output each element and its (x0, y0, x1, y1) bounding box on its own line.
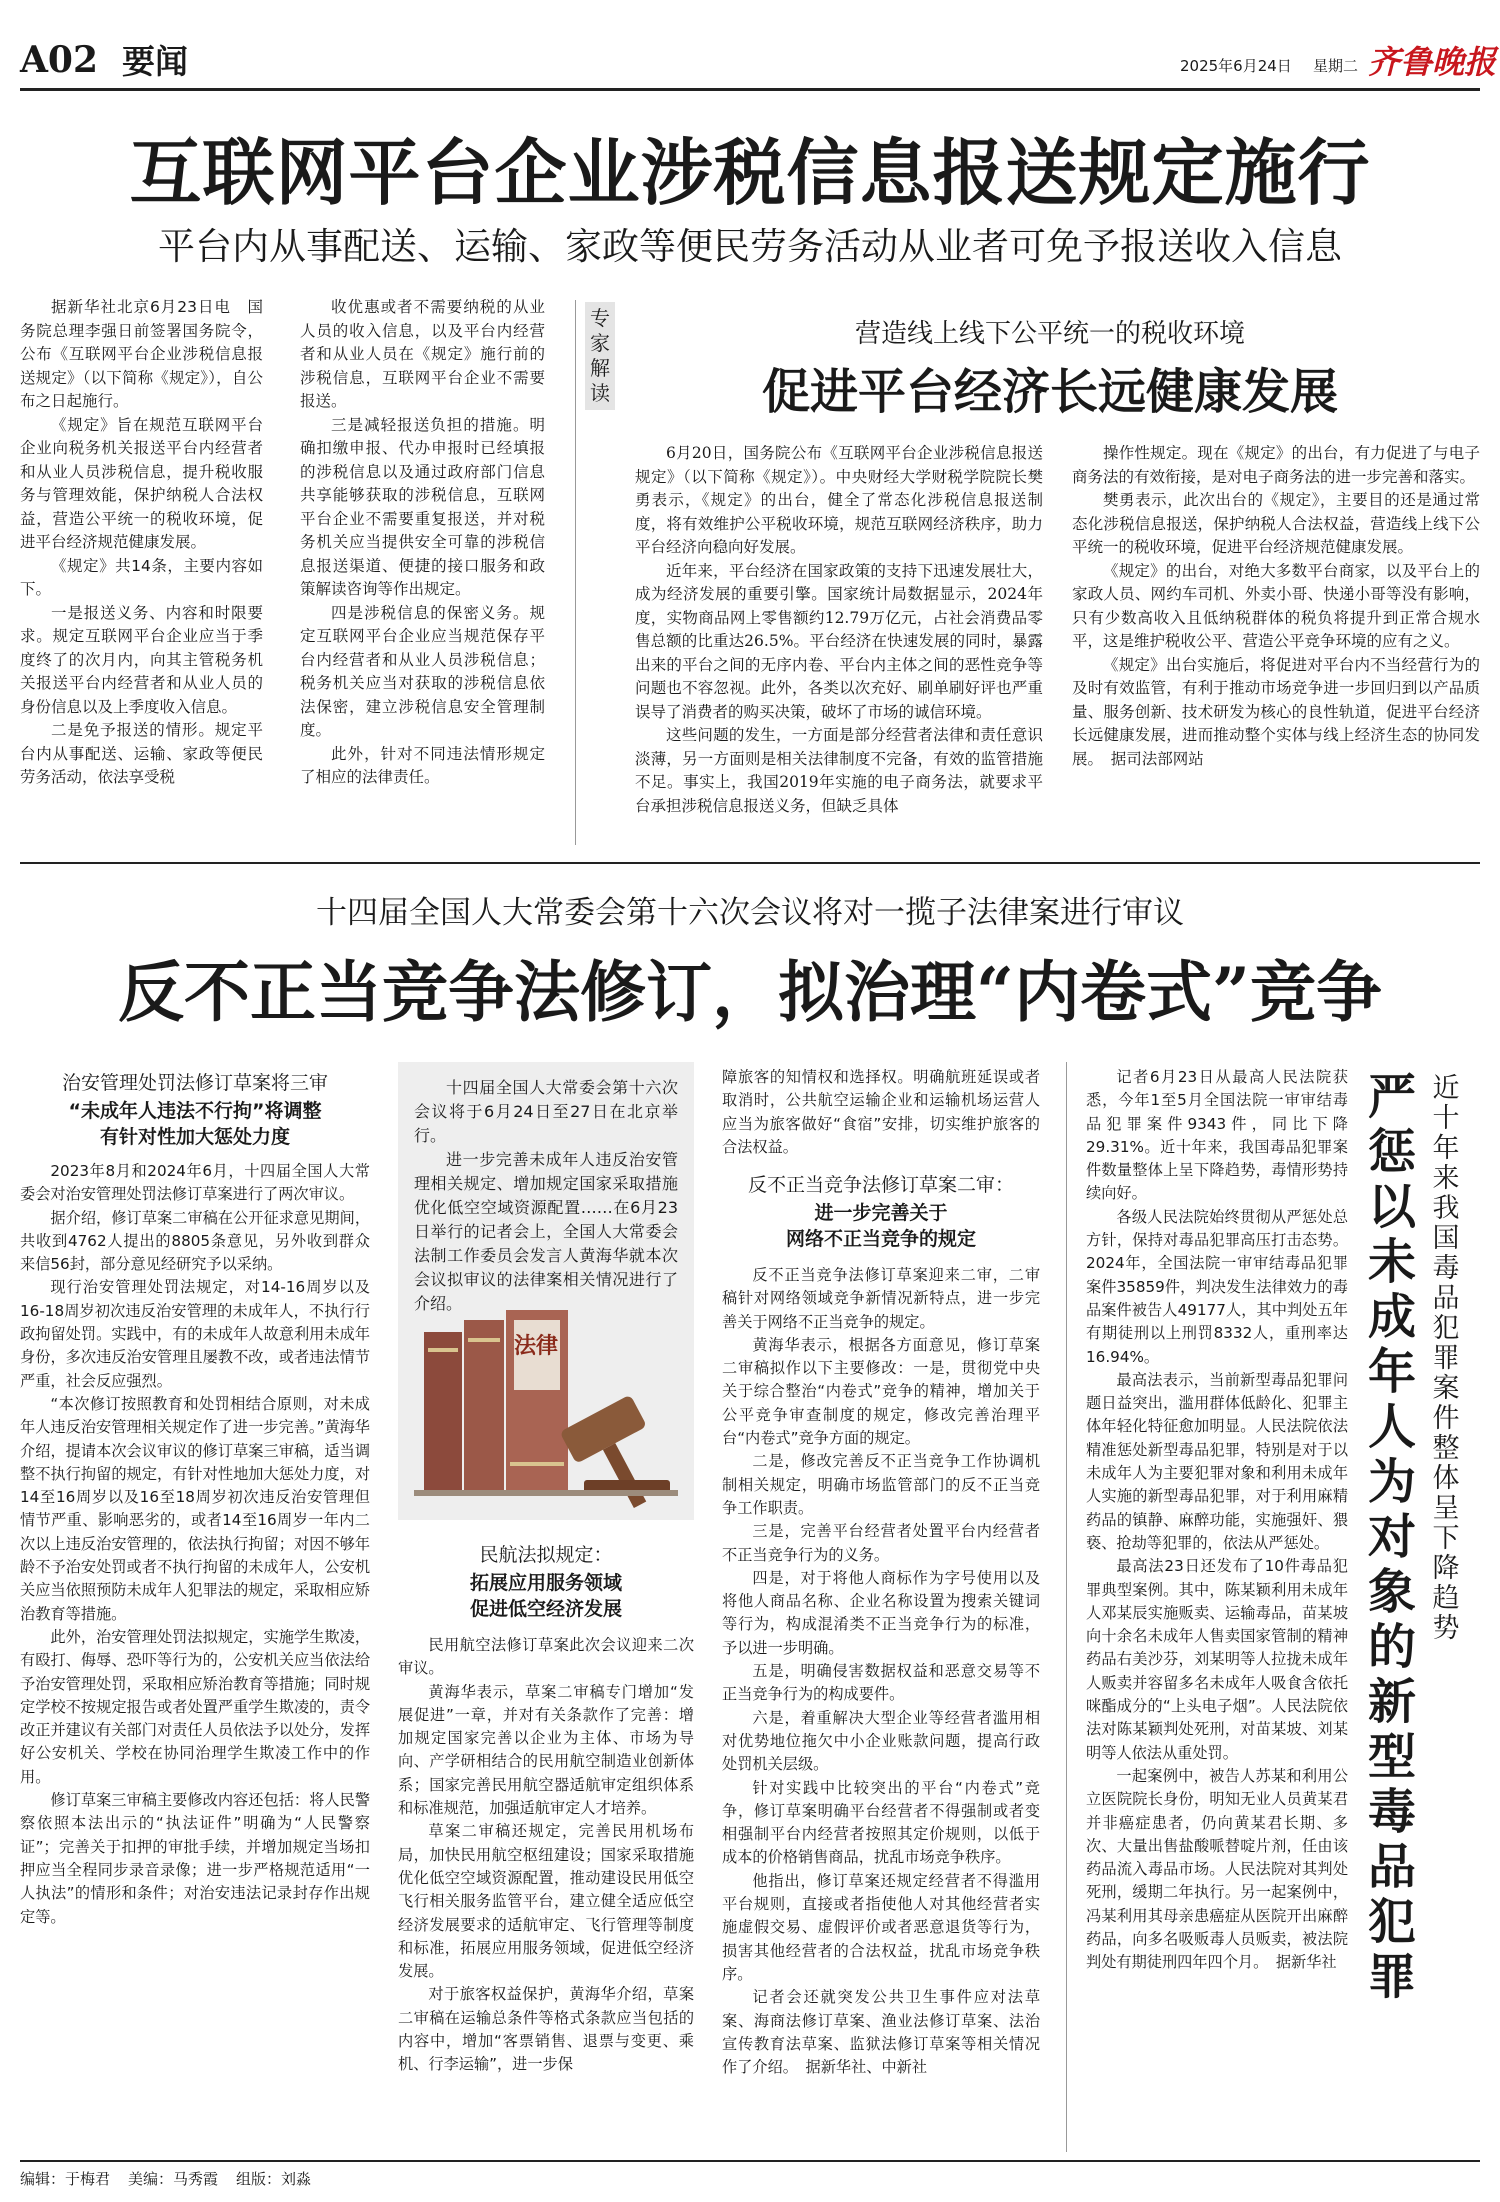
header-rule (20, 88, 1480, 91)
paper-logo: 齐鲁晚报 (1368, 43, 1497, 81)
intro-box (398, 1062, 694, 1520)
story2-kicker: 十四届全国人大常委会第十六次会议将对一揽子法律案进行审议 (316, 895, 1184, 931)
security-law-title-1: “未成年人违法不行拘”将调整 (68, 1100, 322, 1122)
paragraph: 近年来，平台经济在国家政策的支持下迅速发展壮大，成为经济发展的重要引擎。国家统计局数据显示，2024年度，实物商品网上零售额约12.79万亿元，占社会消费品零售总额的比重达26.5%。平台经济在快速发展的同时，暴露出来的平台之间的无序内卷、平台内主体之间的恶性竞争等问题也不容忽视。此外，各类以次充好、刷单刷好评也严重误导了消费者的购买决策，破坏了市场的诚信环境。 (635, 561, 1043, 721)
unfair-competition-body (722, 1264, 1040, 2150)
paragraph: 针对实践中比较突出的平台“内卷式”竞争，修订草案明确平台经营者不得强制或者变相强制平台内经营者按照其定价规则，以低于成本的价格销售商品，扰乱市场竞争秩序。 (722, 1778, 1040, 1867)
paragraph: 五是，明确侵害数据权益和恶意交易等不正当竞争行为的构成要件。 (722, 1662, 1040, 1704)
unfair-competition-title-1: 进一步完善关于 (814, 1202, 948, 1224)
paragraph: 六是，着重解决大型企业等经营者滥用相对优势地位拖欠中小企业账款问题，提高行政处罚机关层级。 (722, 1708, 1040, 1774)
paragraph: 最高法23日还发布了10件毒品犯罪典型案例。其中，陈某颖利用未成年人邓某辰实施贩卖、运输毒品，苗某坡向十余名未成年人售卖国家管制的精神药品右美沙芬，刘某明等人拉拢未成年人贩卖并容留多名未成年人吸食含依托咪酯成分的“上头电子烟”。人民法院依法对陈某颖判处死刑，对苗某坡、刘某明等人依法从重处罚。 (1086, 1557, 1348, 1762)
story2-headline: 反不正当竞争法修订，拟治理“内卷式”竞争 (118, 953, 1382, 1031)
civil-aviation-title-2: 促进低空经济发展 (469, 1598, 622, 1620)
paragraph: “本次修订按照教育和处罚相结合原则，对未成年人违反治安管理相关规定作了进一步完善。”黄海华介绍，提请本次会议审议的修订草案三审稿，适当调整不执行拘留的规定，有针对性地加大惩处力度，对14至16周岁以及16至18周岁初次违反治安管理但情节严重、影响恶劣的，或者14至16周岁一年内二次以上违反治安管理的，依法执行拘留；对因不够年龄不予治安处罚或者不执行拘留的未成年人，公安机关应当依照预防未成年人犯罪法的规定，采取相应矫治教育等措施。 (20, 1394, 370, 1623)
paragraph: 修订草案三审稿主要修改内容还包括：将人民警察依照本法出示的“执法证件”明确为“人民警察证”；完善关于扣押的审批手续，并增加规定当场扣押应当全程同步录音录像；进一步严格规范适用“一人执法”的情形和条件；对治安违法记录封存作出规定等。 (20, 1791, 370, 1926)
security-law-title-2: 有针对性加大惩处力度 (99, 1126, 290, 1148)
paragraph: 6月20日，国务院公布《互联网平台企业涉税信息报送规定》（以下简称《规定》）。中央财经大学财税学院院长樊勇表示，《规定》的出台，健全了常态化涉税信息报送制度，将有效维护公平税收环境，规范互联网经济秩序，助力平台经济向稳向好发展。 (635, 444, 1043, 556)
security-law-kicker: 治安管理处罚法修订草案将三审 (61, 1072, 328, 1094)
page-number: A02 (20, 39, 99, 81)
drug-crime-headline: 严惩以未成年人为对象的新型毒品犯罪 (1367, 1069, 1416, 2005)
footer-rule (20, 2160, 1480, 2162)
story1-subhead: 平台内从事配送、运输、家政等便民劳务活动从业者可免予报送收入信息 (158, 225, 1342, 268)
paragraph: 一起案例中，被告人苏某和利用公立医院院长身份，明知无业人员黄某君并非癌症患者，仍向黄某君长期、多次、大量出售盐酸哌替啶片剂，任由该药品流入毒品市场。人民法院对其判处死刑，缓期二年执行。另一起案例中，冯某利用其母亲患癌症从医院开出麻醉药品，向多名吸贩毒人员贩卖，被法院判处有期徒刑四年四个月。 据新华社 (1086, 1766, 1348, 1972)
paragraph: 《规定》旨在规范互联网平台企业向税务机关报送平台内经营者和从业人员涉税信息，提升税收服务与管理效能，保护纳税人合法权益，营造公平统一的税收环境，促进平台经济规范健康发展。 (20, 415, 263, 551)
paragraph: 记者会还就突发公共卫生事件应对法草案、海商法修订草案、渔业法修订草案、法治宣传教育法草案、监狱法修订草案等相关情况作了介绍。 据新华社、中新社 (722, 1988, 1040, 2077)
expert-right-column (1072, 442, 1480, 846)
law-books-gavel-illustration (414, 1298, 678, 1508)
footer-editor: 编辑：于梅君 (20, 2170, 111, 2188)
column-divider (1066, 1062, 1067, 2152)
expert-kicker: 营造线上线下公平统一的税收环境 (854, 319, 1245, 349)
paragraph: 2023年8月和2024年6月，十四届全国人大常委会对治安管理处罚法修订草案进行了两次审议。 (20, 1162, 370, 1204)
section-name: 要闻 (122, 42, 188, 81)
column-divider (575, 300, 576, 845)
story1-column-2 (300, 296, 545, 846)
paragraph: 《规定》出台实施后，将促进对平台内不当经营行为的及时有效监管，有利于推动市场竞争进一步回归到以产品质量、服务创新、技术研发为核心的良性轨道，促进平台经济长远健康发展，进而推动整个实体与线上经济生态的协同发展。 据司法部网站 (1072, 655, 1480, 768)
footer-art-editor: 美编：马秀霞 (128, 2170, 219, 2188)
paragraph: 这些问题的发生，一方面是部分经营者法律和责任意识淡薄，另一方面则是相关法律制度不完备，有效的监管措施不足。事实上，我国2019年实施的电子商务法，就要求平台承担涉税信息报送义务，但缺乏具体 (635, 726, 1043, 815)
paragraph: 二是，修改完善反不正当竞争工作协调机制相关规定，明确市场监管部门的反不正当竞争工作职责。 (722, 1452, 1040, 1517)
paragraph: 二是免予报送的情形。规定平台内从事配送、运输、家政等便民劳务活动，依法享受税 (20, 721, 263, 786)
paragraph: 草案二审稿还规定，完善民用机场布局，加快民用航空枢纽建设；国家采取措施优化低空空域资源配置，推动建设民用低空飞行相关服务监管平台，建立健全适应低空经济发展要求的适航审定、飞行管理等制度和标准，拓展应用服务领域，促进低空经济发展。 (398, 1822, 694, 1981)
paragraph: 对于旅客权益保护，黄海华介绍，草案二审稿在运输总条件等格式条款应当包括的内容中，增加“客票销售、退票与变更、乘机、行李运输”，进一步保 (398, 1985, 694, 2074)
story-divider (20, 862, 1480, 864)
paragraph: 四是涉税信息的保密义务。规定互联网平台企业应当规范保存平台内经营者和从业人员涉税信息；税务机关应当对获取的涉税信息依法保密，建立涉税信息安全管理制度。 (300, 603, 545, 739)
paragraph: 最高法表示，当前新型毒品犯罪问题日益突出，滥用群体低龄化、犯罪主体年轻化特征愈加明显。人民法院依法精准惩处新型毒品犯罪，特别是对于以未成年人为主要犯罪对象和利用未成年人实施的新型毒品犯罪，对于利用麻精药品的镇静、麻醉功能，实施强奸、猥亵、抢劫等犯罪的，依法从严惩处。 (1086, 1370, 1348, 1552)
expert-title: 促进平台经济长远健康发展 (761, 364, 1338, 420)
paragraph: 进一步完善未成年人违反治安管理相关规定、增加规定国家采取措施优化低空空域资源配置……在6月23日举行的记者会上，全国人大常委会法制工作委员会发言人黄海华就本次会议拟审议的法律案相关情况进行了介绍。 (414, 1150, 678, 1313)
footer-layout: 组版：刘淼 (236, 2170, 312, 2188)
expert-left-column (635, 442, 1043, 846)
paragraph: 他指出，修订草案还规定经营者不得滥用平台规则，直接或者指使他人对其他经营者实施虚假交易、虚假评价或者恶意退货等行为，损害其他经营者的合法权益，扰乱市场竞争秩序。 (722, 1871, 1040, 1983)
drug-crime-body (1086, 1066, 1348, 2150)
expert-tag: 专家解读 (585, 302, 615, 410)
paragraph: 《规定》的出台，对绝大多数平台商家，以及平台上的家政人员、网约车司机、外卖小哥、快递小哥等没有影响，只有少数高收入且低纳税群体的税负将提升到正常合规水平，这是维护税收公平、营造公平竞争环境的应有之义。 (1072, 561, 1480, 650)
paragraph: 樊勇表示，此次出台的《规定》，主要目的还是通过常态化涉税信息报送，保护纳税人合法权益，营造线上线下公平统一的税收环境，促进平台经济规范健康发展。 (1072, 491, 1480, 556)
paragraph: 四是，对于将他人商标作为字号使用以及将他人商品名称、企业名称设置为搜索关键词等行为，构成混淆类不正当竞争行为的标准，予以进一步明确。 (722, 1568, 1040, 1657)
paragraph: 十四届全国人大常委会第十六次会议将于6月24日至27日在北京举行。 (414, 1078, 678, 1145)
security-law-body (20, 1160, 370, 2150)
paragraph: 黄海华表示，根据各方面意见，修订草案二审稿拟作以下主要修改：一是，贯彻党中央关于综合整治“内卷式”竞争的精神，增加关于公平竞争审查制度的规定，修改完善治理平台“内卷式”竞争方面的规定。 (722, 1335, 1040, 1448)
paragraph: 三是减轻报送负担的措施。明确扣缴申报、代办申报时已经填报的涉税信息以及通过政府部门信息共享能够获取的涉税信息，互联网平台企业不需要重复报送，并对税务机关应当提供安全可靠的涉税信息报送渠道、便捷的接口服务和政策解读咨询等作出规定。 (300, 415, 545, 598)
civil-aviation-continued (722, 1066, 1040, 1160)
paragraph: 操作性规定。现在《规定》的出台，有力促进了与电子商务法的有效衔接，是对电子商务法的进一步完善和落实。 (1072, 444, 1480, 486)
civil-aviation-kicker: 民航法拟规定： (479, 1544, 613, 1566)
story1-column-1 (20, 296, 263, 846)
paragraph: 障旅客的知情权和选择权。明确航班延误或者取消时，公共航空运输企业和运输机场运营人应当为旅客做好“食宿”安排，切实维护旅客的合法权益。 (722, 1068, 1040, 1156)
paragraph: 黄海华表示，草案二审稿专门增加“发展促进”一章，并对有关条款作了完善：增加规定国家完善以企业为主体、市场为导向、产学研相结合的民用航空制造业创新体系；国家完善民用航空器适航审定组织体系和标准规范，加强适航审定人才培养。 (398, 1682, 694, 1818)
paragraph: 反不正当竞争法修订草案迎来二审，二审稿针对网络领域竞争新情况新特点，进一步完善关于网络不正当竞争的规定。 (722, 1266, 1040, 1331)
paragraph: 三是，完善平台经营者处置平台内经营者不正当竞争行为的义务。 (722, 1522, 1040, 1564)
paragraph: 据介绍，修订草案二审稿在公开征求意见期间，共收到4762人提出的8805条意见，另外收到群众来信56封，部分意见经研究予以采纳。 (20, 1208, 370, 1274)
civil-aviation-body (398, 1634, 694, 2150)
paragraph: 据新华社北京6月23日电 国务院总理李强日前签署国务院令，公布《互联网平台企业涉税信息报送规定》（以下简称《规定》），自公布之日起施行。 (20, 298, 263, 410)
illustration-label: 法律 (514, 1333, 559, 1359)
paragraph: 民用航空法修订草案此次会议迎来二次审议。 (398, 1636, 694, 1678)
intro-box-text (414, 1076, 678, 1316)
issue-date: 2025年6月24日 (1180, 57, 1292, 75)
paragraph: 现行治安管理处罚法规定，对14-16周岁以及16-18周岁初次违反治安管理的未成年人，不执行行政拘留处罚。实践中，有的未成年人故意利用未成年身份，多次违反治安管理且屡教不改，或者违法情节严重，社会反应强烈。 (20, 1278, 370, 1390)
paragraph: 收优惠或者不需要纳税的从业人员的收入信息，以及平台内经营者和从业人员在《规定》施行前的涉税信息，互联网平台企业不需要报送。 (300, 298, 545, 410)
unfair-competition-kicker: 反不正当竞争法修订草案二审： (747, 1174, 1014, 1196)
story1-headline: 互联网平台企业涉税信息报送规定施行 (129, 130, 1371, 215)
paragraph: 《规定》共14条，主要内容如下。 (20, 556, 263, 598)
issue-weekday: 星期二 (1313, 57, 1359, 75)
unfair-competition-title-2: 网络不正当竞争的规定 (785, 1228, 976, 1250)
paragraph: 记者6月23日从最高人民法院获悉，今年1至5月全国法院一审审结毒品犯罪案件9343件，同比下降29.31%。近十年来，我国毒品犯罪案件数量整体上呈下降趋势，毒情形势持续向好。 (1086, 1068, 1348, 1203)
paragraph: 一是报送义务、内容和时限要求。规定互联网平台企业应当于季度终了的次月内，向其主管税务机关报送平台内经营者和从业人员的身份信息以及上季度收入信息。 (20, 603, 263, 716)
drug-crime-kicker: 近十年来我国毒品犯罪案件整体呈下降趋势 (1432, 1073, 1460, 1644)
paragraph: 各级人民法院始终贯彻从严惩处总方针，保持对毒品犯罪高压打击态势。2024年，全国法院一审审结毒品犯罪案件35859件，判决发生法律效力的毒品案件被告人49177人，其中判处五年有期徒刑以上刑罚8332人，重刑率达16.94%。 (1086, 1207, 1348, 1366)
civil-aviation-title-1: 拓展应用服务领域 (469, 1572, 622, 1594)
paragraph: 此外，针对不同违法情形规定了相应的法律责任。 (300, 744, 545, 786)
paragraph: 此外，治安管理处罚法拟规定，实施学生欺凌，有殴打、侮辱、恐吓等行为的，公安机关应当依法给予治安管理处罚，采取相应矫治教育等措施；同时规定学校不按规定报告或者处置严重学生欺凌的，责令改正并建议有关部门对责任人员依法予以处分，发挥好公安机关、学校在协同治理学生欺凌工作中的作用。 (20, 1627, 370, 1786)
